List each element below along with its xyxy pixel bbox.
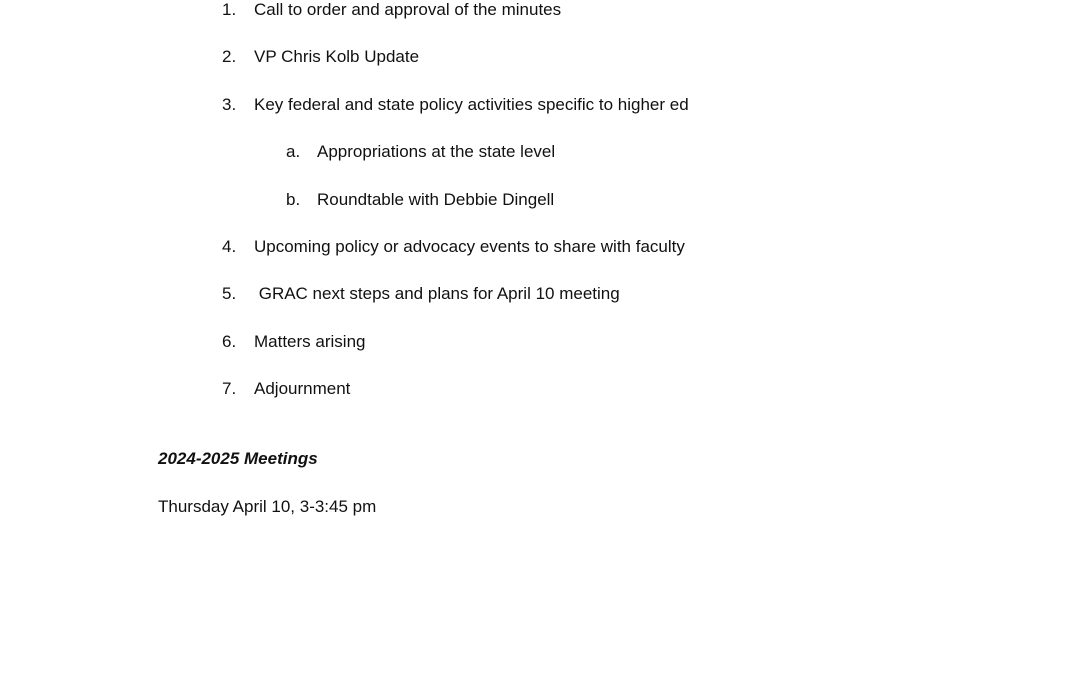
agenda-item-number: 5. bbox=[222, 284, 237, 303]
agenda-item-text: Key federal and state policy activities specific to higher ed bbox=[254, 95, 689, 114]
agenda-subitem-text: Roundtable with Debbie Dingell bbox=[317, 190, 555, 209]
agenda-item-text: Call to order and approval of the minutes bbox=[254, 0, 562, 19]
agenda-item-number: 1. bbox=[222, 0, 237, 19]
meetings-heading: 2024-2025 Meetings bbox=[158, 449, 318, 468]
agenda-item-number: 7. bbox=[222, 379, 237, 398]
agenda-item-text: Matters arising bbox=[254, 332, 366, 351]
agenda-item-text: VP Chris Kolb Update bbox=[254, 47, 420, 66]
agenda-item-text: Upcoming policy or advocacy events to share with faculty bbox=[254, 237, 685, 256]
agenda-item-number: 3. bbox=[222, 95, 237, 114]
agenda-item-number: 4. bbox=[222, 237, 237, 256]
agenda-subitem-letter: b. bbox=[286, 190, 301, 209]
agenda-item-text: GRAC next steps and plans for April 10 meeting bbox=[254, 284, 620, 303]
agenda-item-number: 2. bbox=[222, 47, 237, 66]
agenda-subitem-text: Appropriations at the state level bbox=[317, 142, 556, 161]
meeting-date: Thursday April 10, 3-3:45 pm bbox=[158, 497, 377, 516]
agenda-item-number: 6. bbox=[222, 332, 237, 351]
agenda-subitem-letter: a. bbox=[286, 142, 301, 161]
agenda-item-text: Adjournment bbox=[254, 379, 351, 398]
